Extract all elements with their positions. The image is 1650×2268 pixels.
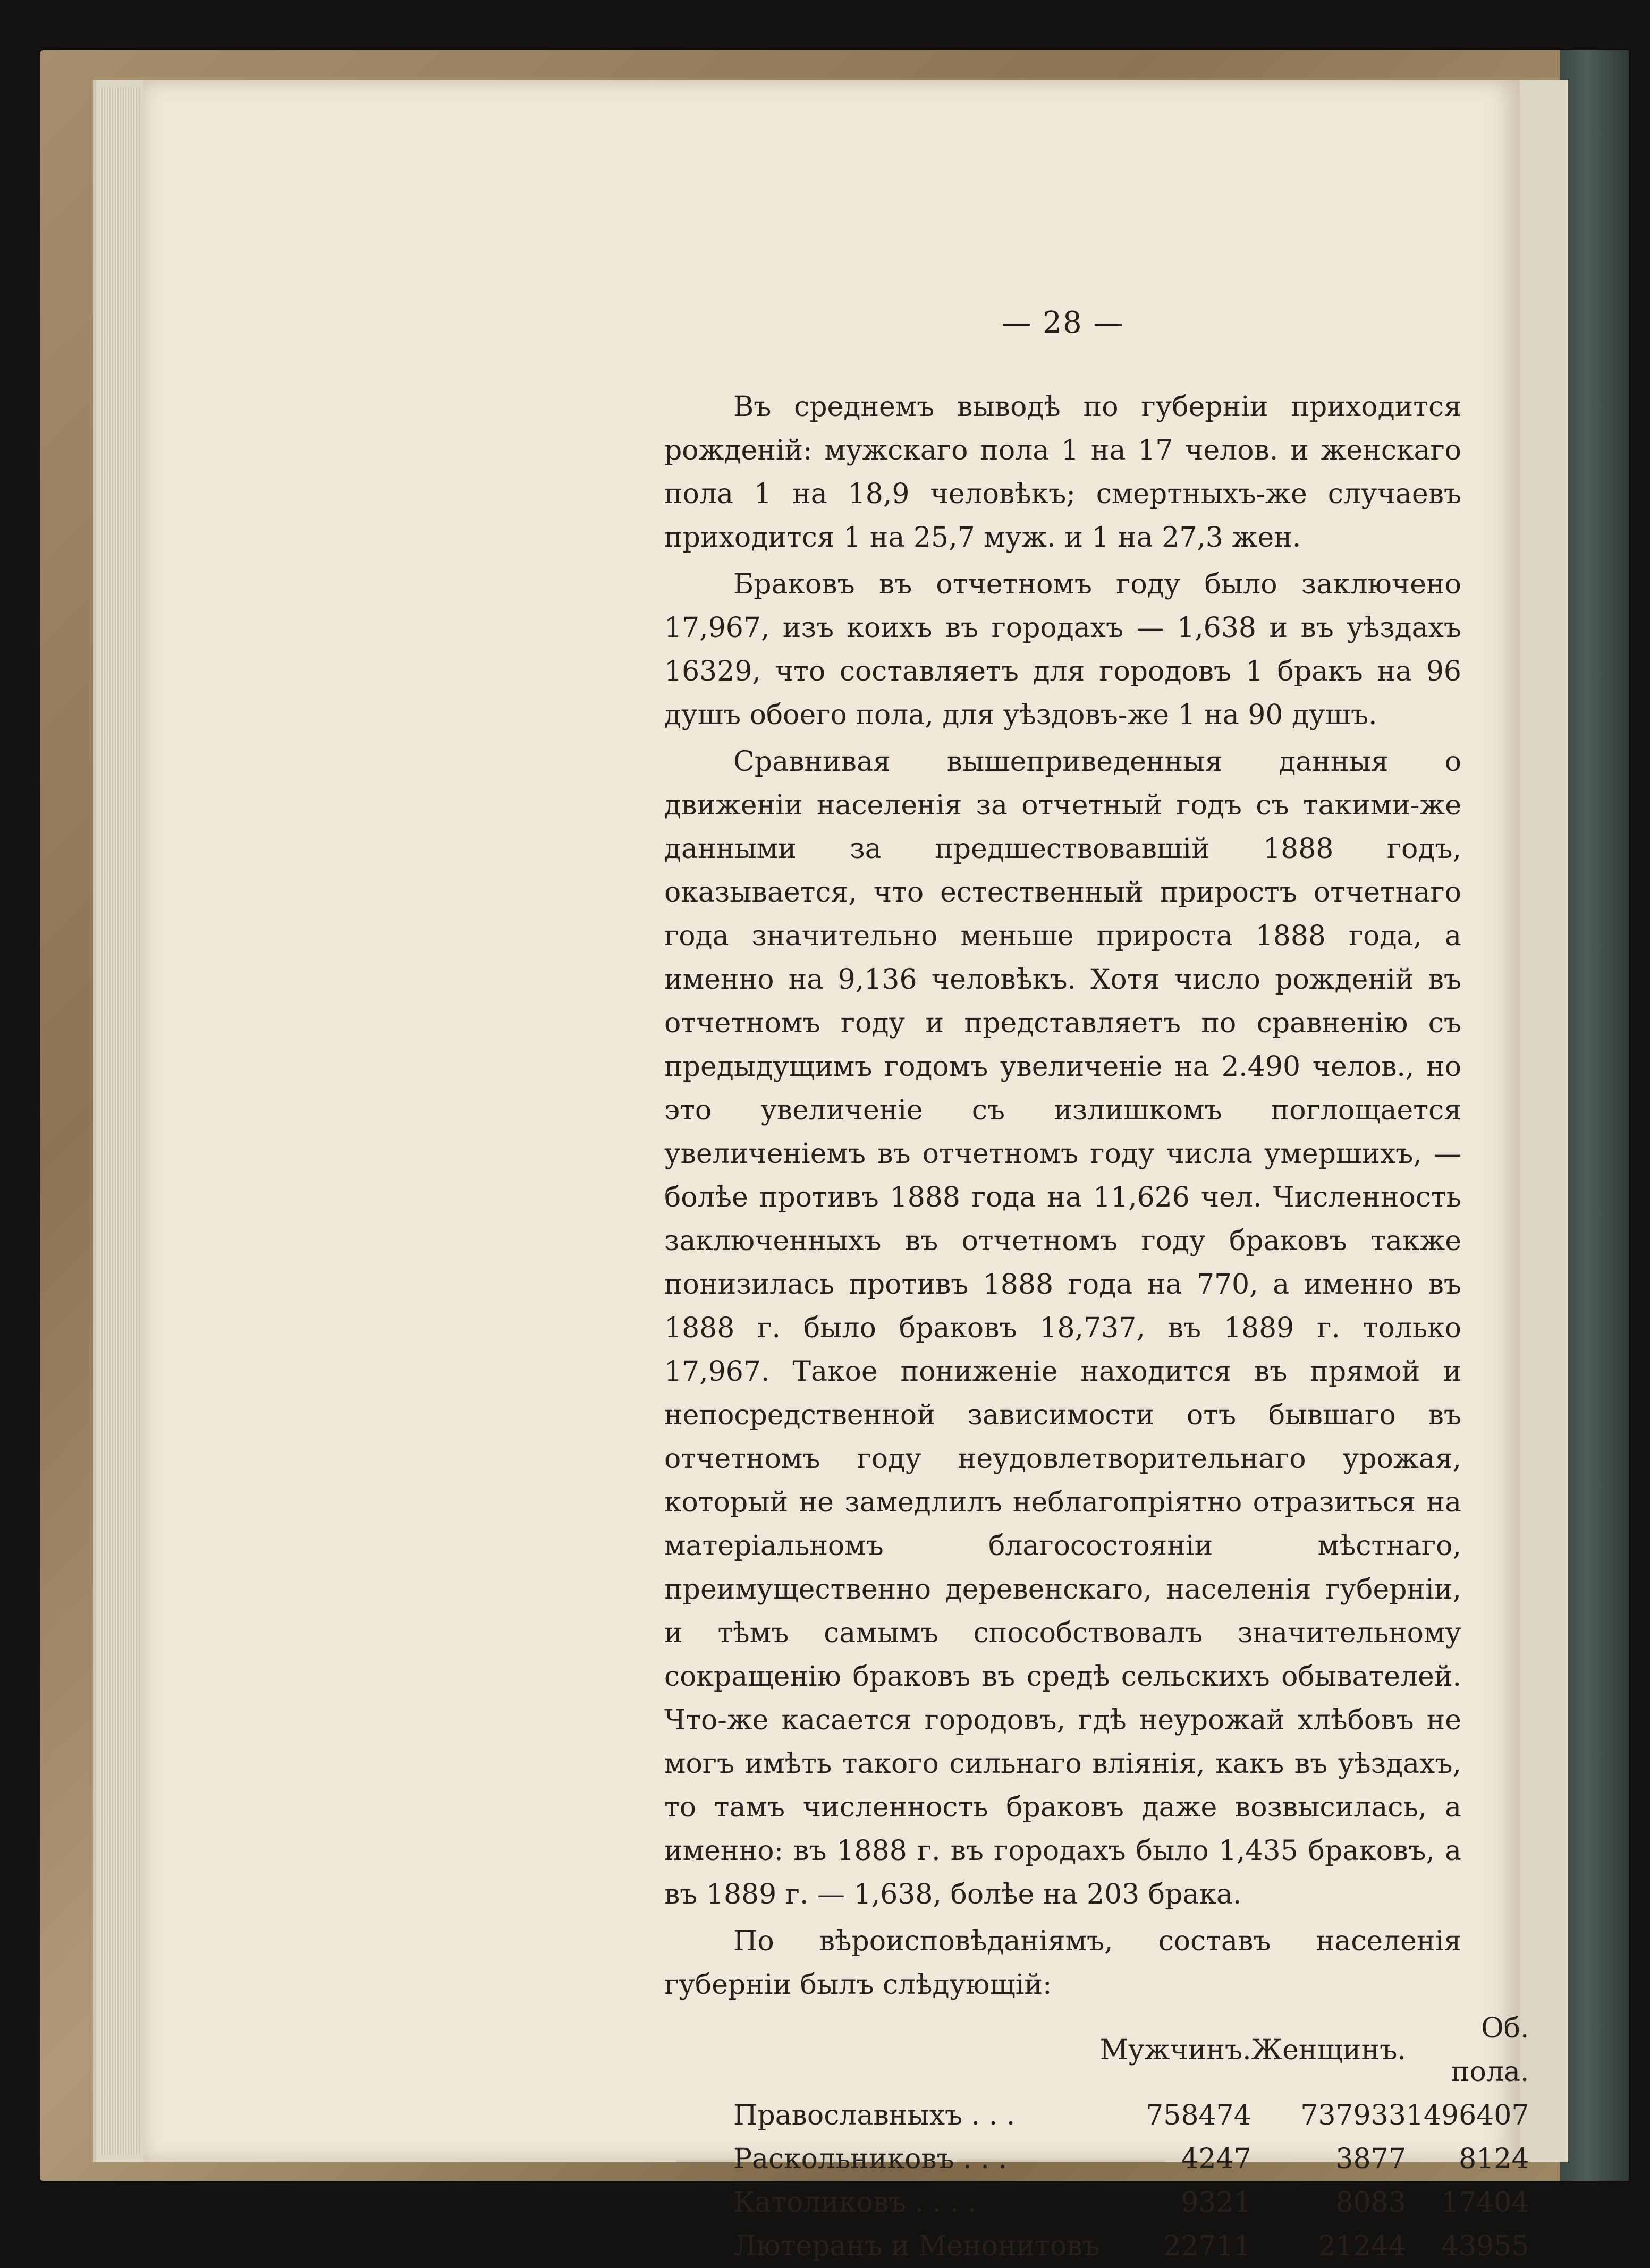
paragraph: Сравнивая вышеприведенныя данныя о движеніи населенія за отчетный годъ съ такими-же данными за предшествовавшій 1888 годъ, оказывается, что естественный приростъ отчетнаго года значительно меньше прироста 1888 года, а именно на 9,136 человѣкъ. Хотя число рожденій въ отчетномъ году и представляетъ по сравненію съ предыдущимъ годомъ увеличеніе на 2.490 челов., но это увеличеніе съ излишкомъ поглощается увеличеніемъ въ отчетномъ году числа умершихъ, — болѣе противъ 1888 года на 11,626 чел. Численность заключенныхъ въ отчетномъ году браковъ также понизилась противъ 1888 года на 770, а именно въ 1888 г. было браковъ 18,737, въ 1889 г. только 17,967. Такое пониженіе находится въ прямой и непосредственной зависимости отъ бывшаго въ отчетномъ году неудовлетворительнаго урожая, который не замедлилъ неблагопріятно отразиться на матеріальномъ благосостояніи мѣстнаго, преимущественно деревенскаго, населенія губерніи, и тѣмъ самымъ способствовалъ значительному сокращенію браковъ въ средѣ сельскихъ обывателей. Что-же касается городовъ, гдѣ неурожай хлѣбовъ не могъ имѣть такого сильнаго вліянія, какъ въ уѣздахъ, то тамъ численность браковъ даже возвысилась, а именно: въ 1888 г. въ городахъ было 1,435 браковъ, а въ 1889 г. — 1,638, болѣе на 203 брака.	[664, 746, 1461, 1910]
cell-men: 9321	[1181, 2187, 1251, 2219]
column-header-men: Мужчинъ.	[1099, 2034, 1251, 2066]
column-header-women: Женщинъ.	[1251, 2034, 1406, 2066]
row-label: Раскольниковъ . . .	[733, 2143, 1007, 2175]
table-row	[733, 2181, 1529, 2224]
cell-women: 8083	[1335, 2187, 1406, 2219]
page-number: — 28 —	[1001, 305, 1124, 340]
table-row	[733, 2224, 1529, 2268]
cell-women: 737933	[1300, 2100, 1406, 2131]
row-label: Православныхъ . . .	[733, 2100, 1016, 2131]
cell-women: 3877	[1335, 2143, 1406, 2175]
book-spine	[1560, 50, 1629, 2181]
row-label: Католиковъ . . . .	[733, 2187, 977, 2219]
text-body	[664, 385, 1529, 2268]
cell-both: 17404	[1441, 2187, 1529, 2219]
cell-men: 758474	[1146, 2100, 1251, 2131]
cell-women: 21244	[1318, 2230, 1406, 2262]
paragraph: Въ среднемъ выводѣ по губерніи приходится рожденій: мужскаго пола 1 на 17 челов. и женскаго пола 1 на 18,9 человѣкъ; смертныхъ-же случаевъ приходится 1 на 25,7 муж. и 1 на 27,3 жен.	[664, 391, 1461, 554]
paragraph: Браковъ въ отчетномъ году было заключено 17,967, изъ коихъ въ городахъ — 1,638 и въ уѣздахъ 16329, что составляетъ для городовъ 1 бракъ на 96 душъ обоего пола, для уѣздовъ-же 1 на 90 душъ.	[664, 568, 1461, 731]
table-row	[733, 2094, 1529, 2137]
column-header-both: Об. пола.	[1451, 2012, 1529, 2088]
row-label: Лютеранъ и Менонитовъ	[733, 2230, 1100, 2262]
cell-men: 4247	[1181, 2143, 1251, 2175]
religion-table	[733, 2007, 1529, 2268]
table-header-row	[733, 2007, 1529, 2094]
cell-both: 43955	[1441, 2230, 1529, 2262]
cell-both: 8124	[1459, 2143, 1529, 2175]
cell-both: 1496407	[1406, 2100, 1529, 2131]
table-row	[733, 2137, 1529, 2181]
page-edges	[100, 88, 140, 2154]
table-intro: По вѣроисповѣданіямъ, составъ населенія губерніи былъ слѣдующій:	[664, 1925, 1461, 2001]
label-column-header	[733, 2007, 1100, 2094]
cell-men: 22711	[1163, 2230, 1251, 2262]
